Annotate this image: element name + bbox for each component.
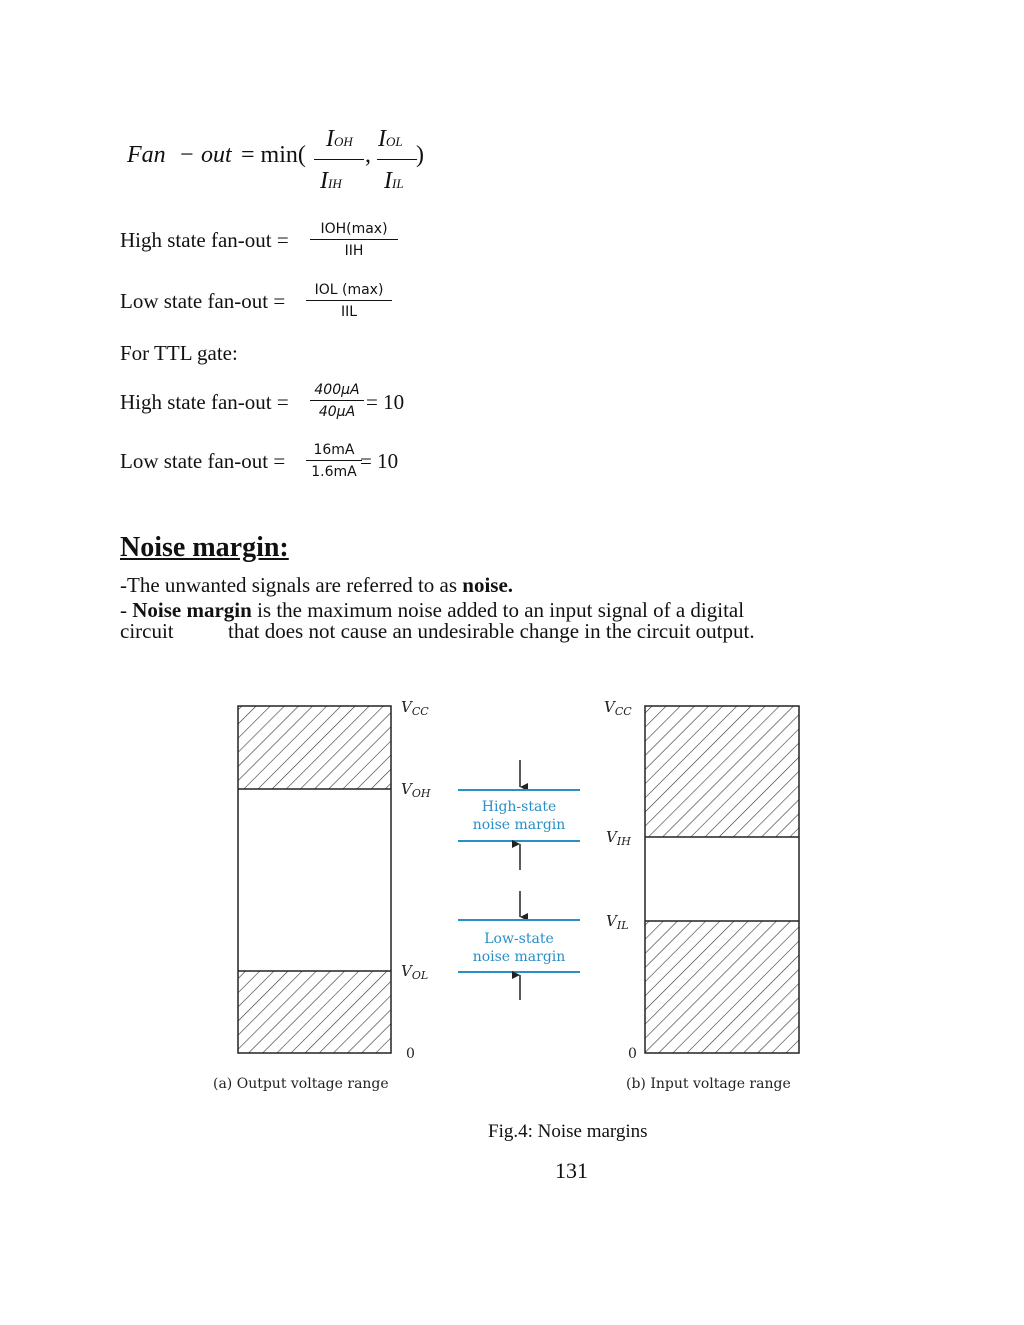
low-margin-label-1: Low-state	[484, 931, 554, 947]
para2-bold: Noise margin	[132, 598, 252, 622]
low-margin-label-2: noise margin	[472, 949, 566, 965]
formula-close: )	[416, 142, 424, 168]
label-zero-right: 0	[628, 1046, 637, 1062]
caption-output-range: (a) Output voltage range	[213, 1076, 389, 1092]
frac1-den: IIH	[320, 168, 342, 194]
low-state-noise-margin	[458, 891, 580, 1000]
label-vcc-left: $V_{CC}$	[401, 698, 429, 718]
paragraph-continuation	[120, 619, 755, 644]
fraction-denominator: 1.6mA	[311, 464, 357, 480]
para2-text: is the maximum noise added to an input signal of a digital	[251, 598, 745, 622]
label-vih: $V_{IH}$	[606, 828, 631, 848]
formula-lhs-a: Fan	[127, 142, 166, 168]
high-state-ttl-fraction	[310, 382, 364, 420]
formula-minus: −	[180, 142, 194, 168]
ttl-heading: For TTL gate:	[120, 341, 238, 365]
label-vol: $V_{OL}$	[401, 962, 429, 982]
caption-input-range: (b) Input voltage range	[626, 1076, 791, 1092]
frac2-bar	[377, 159, 417, 160]
para1-text: -The unwanted signals are referred to as	[120, 573, 463, 597]
fraction-numerator: IOL (max)	[314, 282, 384, 298]
high-margin-label-2: noise margin	[472, 817, 566, 833]
fraction-denominator: IIH	[344, 243, 364, 259]
frac1-num: IOH	[326, 126, 353, 152]
high-state-ttl-label: High state fan-out =	[120, 390, 289, 414]
section-heading: Noise margin:	[120, 532, 289, 563]
frac2-den: IIL	[384, 168, 404, 194]
para1-bold: noise.	[462, 573, 514, 597]
high-state-noise-margin	[458, 760, 580, 870]
para2-prefix: -	[120, 598, 133, 622]
output-range-bar	[238, 706, 391, 1053]
fraction-numerator: IOH(max)	[320, 221, 388, 237]
label-voh: $V_{OH}$	[401, 780, 431, 800]
input-high-hatched-region	[645, 706, 799, 837]
output-low-hatched-region	[238, 971, 391, 1053]
noise-margin-figure	[200, 690, 840, 1110]
low-state-def-fraction	[306, 282, 392, 320]
high-state-ttl-result: = 10	[366, 390, 405, 414]
para3-word: circuit	[120, 619, 174, 643]
formula-lhs-b: out	[201, 142, 232, 168]
fraction-denominator: IIL	[340, 304, 358, 320]
high-state-def-label: High state fan-out =	[120, 228, 289, 252]
input-low-hatched-region	[645, 921, 799, 1053]
frac1-bar	[314, 159, 364, 160]
low-state-ttl-label: Low state fan-out =	[120, 449, 286, 473]
fraction-denominator: 40μA	[318, 404, 356, 420]
high-margin-label-1: High-state	[481, 799, 557, 815]
high-state-def-fraction	[310, 221, 398, 259]
low-state-def-label: Low state fan-out =	[120, 289, 286, 313]
paragraph-noise-definition	[120, 573, 513, 598]
low-state-ttl-fraction	[306, 442, 362, 480]
fraction-numerator: 400μA	[314, 382, 360, 398]
input-range-bar	[645, 706, 799, 1053]
low-state-ttl-result: = 10	[360, 449, 399, 473]
formula-min: = min(	[241, 142, 306, 168]
label-vil: $V_{IL}$	[606, 912, 629, 932]
frac2-num: IOL	[378, 126, 403, 152]
fraction-numerator: 16mA	[313, 442, 355, 458]
output-high-hatched-region	[238, 706, 391, 789]
figure-caption: Fig.4: Noise margins	[488, 1121, 648, 1142]
para3-text: that does not cause an undesirable change in the circuit output.	[228, 619, 755, 643]
label-zero-left: 0	[406, 1046, 415, 1062]
label-vcc-right: $V_{CC}$	[604, 698, 632, 718]
formula-comma: ,	[365, 142, 371, 168]
page-number: 131	[555, 1158, 588, 1183]
